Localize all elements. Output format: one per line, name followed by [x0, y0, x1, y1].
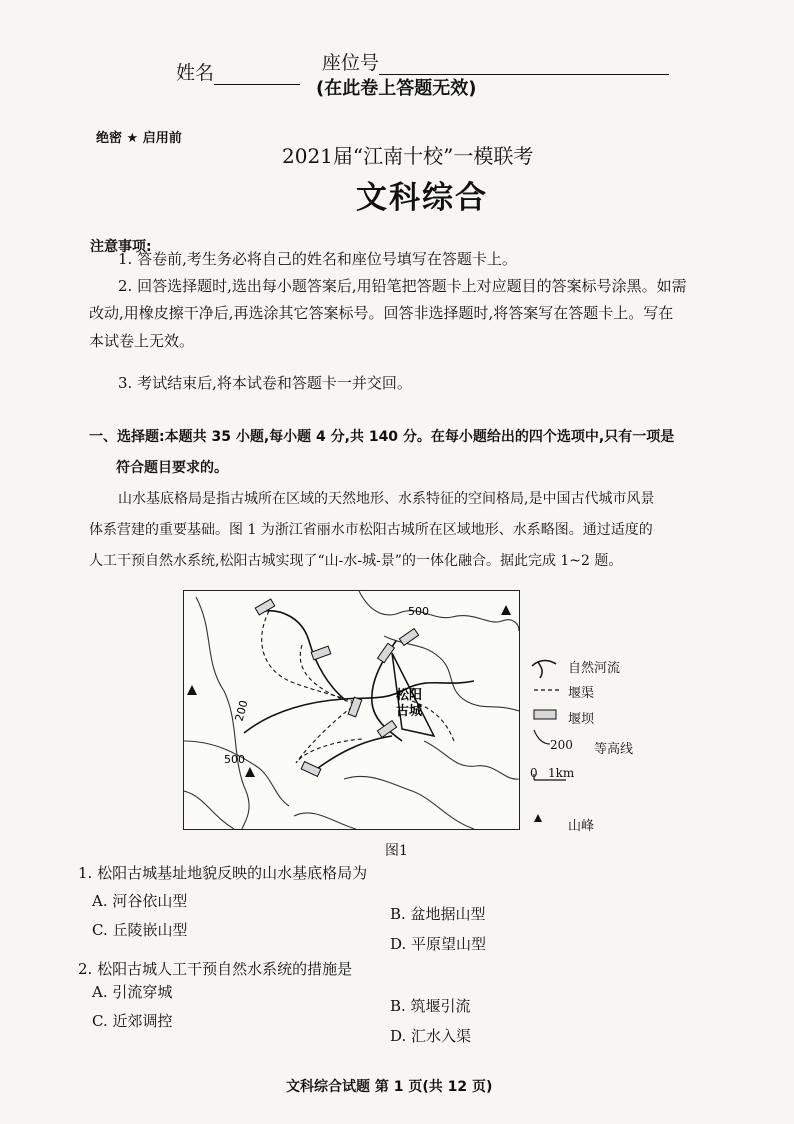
river-north — [264, 611, 344, 699]
contour-label-500-top: 500 — [408, 605, 429, 618]
dam-5 — [348, 697, 362, 717]
river-legend-icon — [532, 661, 556, 679]
legend-peak: 山峰 — [568, 819, 595, 834]
legend-contour-value: 200 — [550, 738, 573, 752]
dam-7 — [301, 762, 321, 777]
peak-icon — [501, 605, 511, 615]
question-1-option-d: D. 平原望山型 — [390, 935, 487, 953]
notes-heading: 注意事项: — [90, 239, 152, 255]
question-2-option-b: B. 筑堰引流 — [390, 997, 471, 1015]
figure-caption: 图1 — [385, 843, 408, 859]
dam-legend-icon — [534, 710, 556, 719]
seat-blank-line — [379, 56, 669, 75]
question-2-option-d: D. 汇水入渠 — [390, 1027, 472, 1045]
contour-legend-icon — [534, 730, 550, 744]
note-item-1: 1. 答卷前,考生务必将自己的姓名和座位号填写在答题卡上。 — [118, 250, 517, 268]
question-2-stem: 2. 松阳古城人工干预自然水系统的措施是 — [78, 960, 353, 978]
dam-3 — [399, 629, 418, 646]
question-1-option-b: B. 盆地据山型 — [390, 905, 486, 923]
legend-river: 自然河流 — [568, 661, 621, 676]
peak-legend-icon — [533, 814, 543, 822]
peak-icon — [187, 685, 197, 695]
contour-label-200: 200 — [232, 698, 251, 723]
note-item-2-line-1: 2. 回答选择题时,选出每小题答案后,用铅笔把答题卡上对应题目的答案标号涂黑。如需 — [118, 277, 687, 295]
note-item-2-line-3: 本试卷上无效。 — [89, 332, 195, 350]
legend-contour: 等高线 — [594, 742, 634, 757]
contour-label-500-left: 500 — [224, 753, 245, 766]
passage-line-3: 人工干预自然水系统,松阳古城实现了“山-水-城-景”的一体化融合。据此完成 1~2 题。 — [89, 553, 623, 569]
question-1-option-c: C. 丘陵嵌山型 — [92, 921, 188, 939]
contour-right-2 — [424, 741, 519, 779]
question-1-stem: 1. 松阳古城基址地貌反映的山水基底格局为 — [78, 864, 368, 882]
exam-title: 2021届“江南十校”一模联考 — [282, 144, 534, 168]
question-2-option-a: A. 引流穿城 — [92, 983, 173, 1001]
peak-icon — [245, 767, 255, 777]
old-city-label-1: 松阳 — [396, 688, 423, 703]
legend-scale-zero: 0 — [530, 766, 538, 780]
invalid-note: (在此卷上答题无效) — [316, 78, 477, 99]
passage-line-1: 山水基底格局是指古城所在区域的天然地形、水系特征的空间格局,是中国古代城市风景 — [118, 491, 655, 507]
section-1-heading-line-1: 一、选择题:本题共 35 小题,每小题 4 分,共 140 分。在每小题给出的四个选项中,只有一项是 — [89, 429, 675, 445]
passage-line-2: 体系营建的重要基础。图 1 为浙江省丽水市松阳古城所在区域地形、水系略图。通过适度的 — [89, 522, 653, 538]
dam-2 — [311, 646, 331, 660]
note-item-3: 3. 考试结束后,将本试卷和答题卡一并交回。 — [118, 374, 412, 392]
question-1-option-a: A. 河谷依山型 — [92, 892, 188, 910]
page-footer: 文科综合试题 第 1 页(共 12 页) — [286, 1079, 493, 1095]
seat-field — [322, 48, 669, 75]
legend-symbols — [530, 652, 570, 822]
legend-dam: 堰坝 — [568, 712, 595, 727]
map-drawing — [184, 591, 519, 829]
legend-canal: 堰渠 — [568, 686, 595, 701]
name-field — [176, 58, 300, 85]
section-1-heading-line-2: 符合题目要求的。 — [116, 460, 228, 476]
river-south — [314, 736, 392, 771]
seat-label: 座位号 — [322, 52, 380, 74]
old-city-label-2: 古城 — [396, 704, 423, 719]
contour-500-top — [359, 591, 519, 631]
name-label: 姓名 — [176, 62, 215, 84]
canal-west — [262, 611, 352, 701]
contour-bottom-left — [184, 791, 234, 829]
secret-mark: 绝密 ★ 启用前 — [96, 131, 182, 146]
dam-1 — [255, 599, 275, 615]
subject-title: 文科综合 — [356, 180, 488, 216]
terrain-water-map — [183, 590, 520, 830]
note-item-2-line-2: 改动,用橡皮擦干净后,再选涂其它答案标号。回答非选择题时,将答案写在答题卡上。写在 — [89, 304, 674, 322]
contour-bottom-mid — [294, 813, 356, 829]
contour-bottom — [344, 776, 474, 829]
legend-scale-km: 1km — [548, 766, 575, 780]
question-2-option-c: C. 近郊调控 — [92, 1012, 173, 1030]
name-blank-line — [214, 66, 300, 85]
